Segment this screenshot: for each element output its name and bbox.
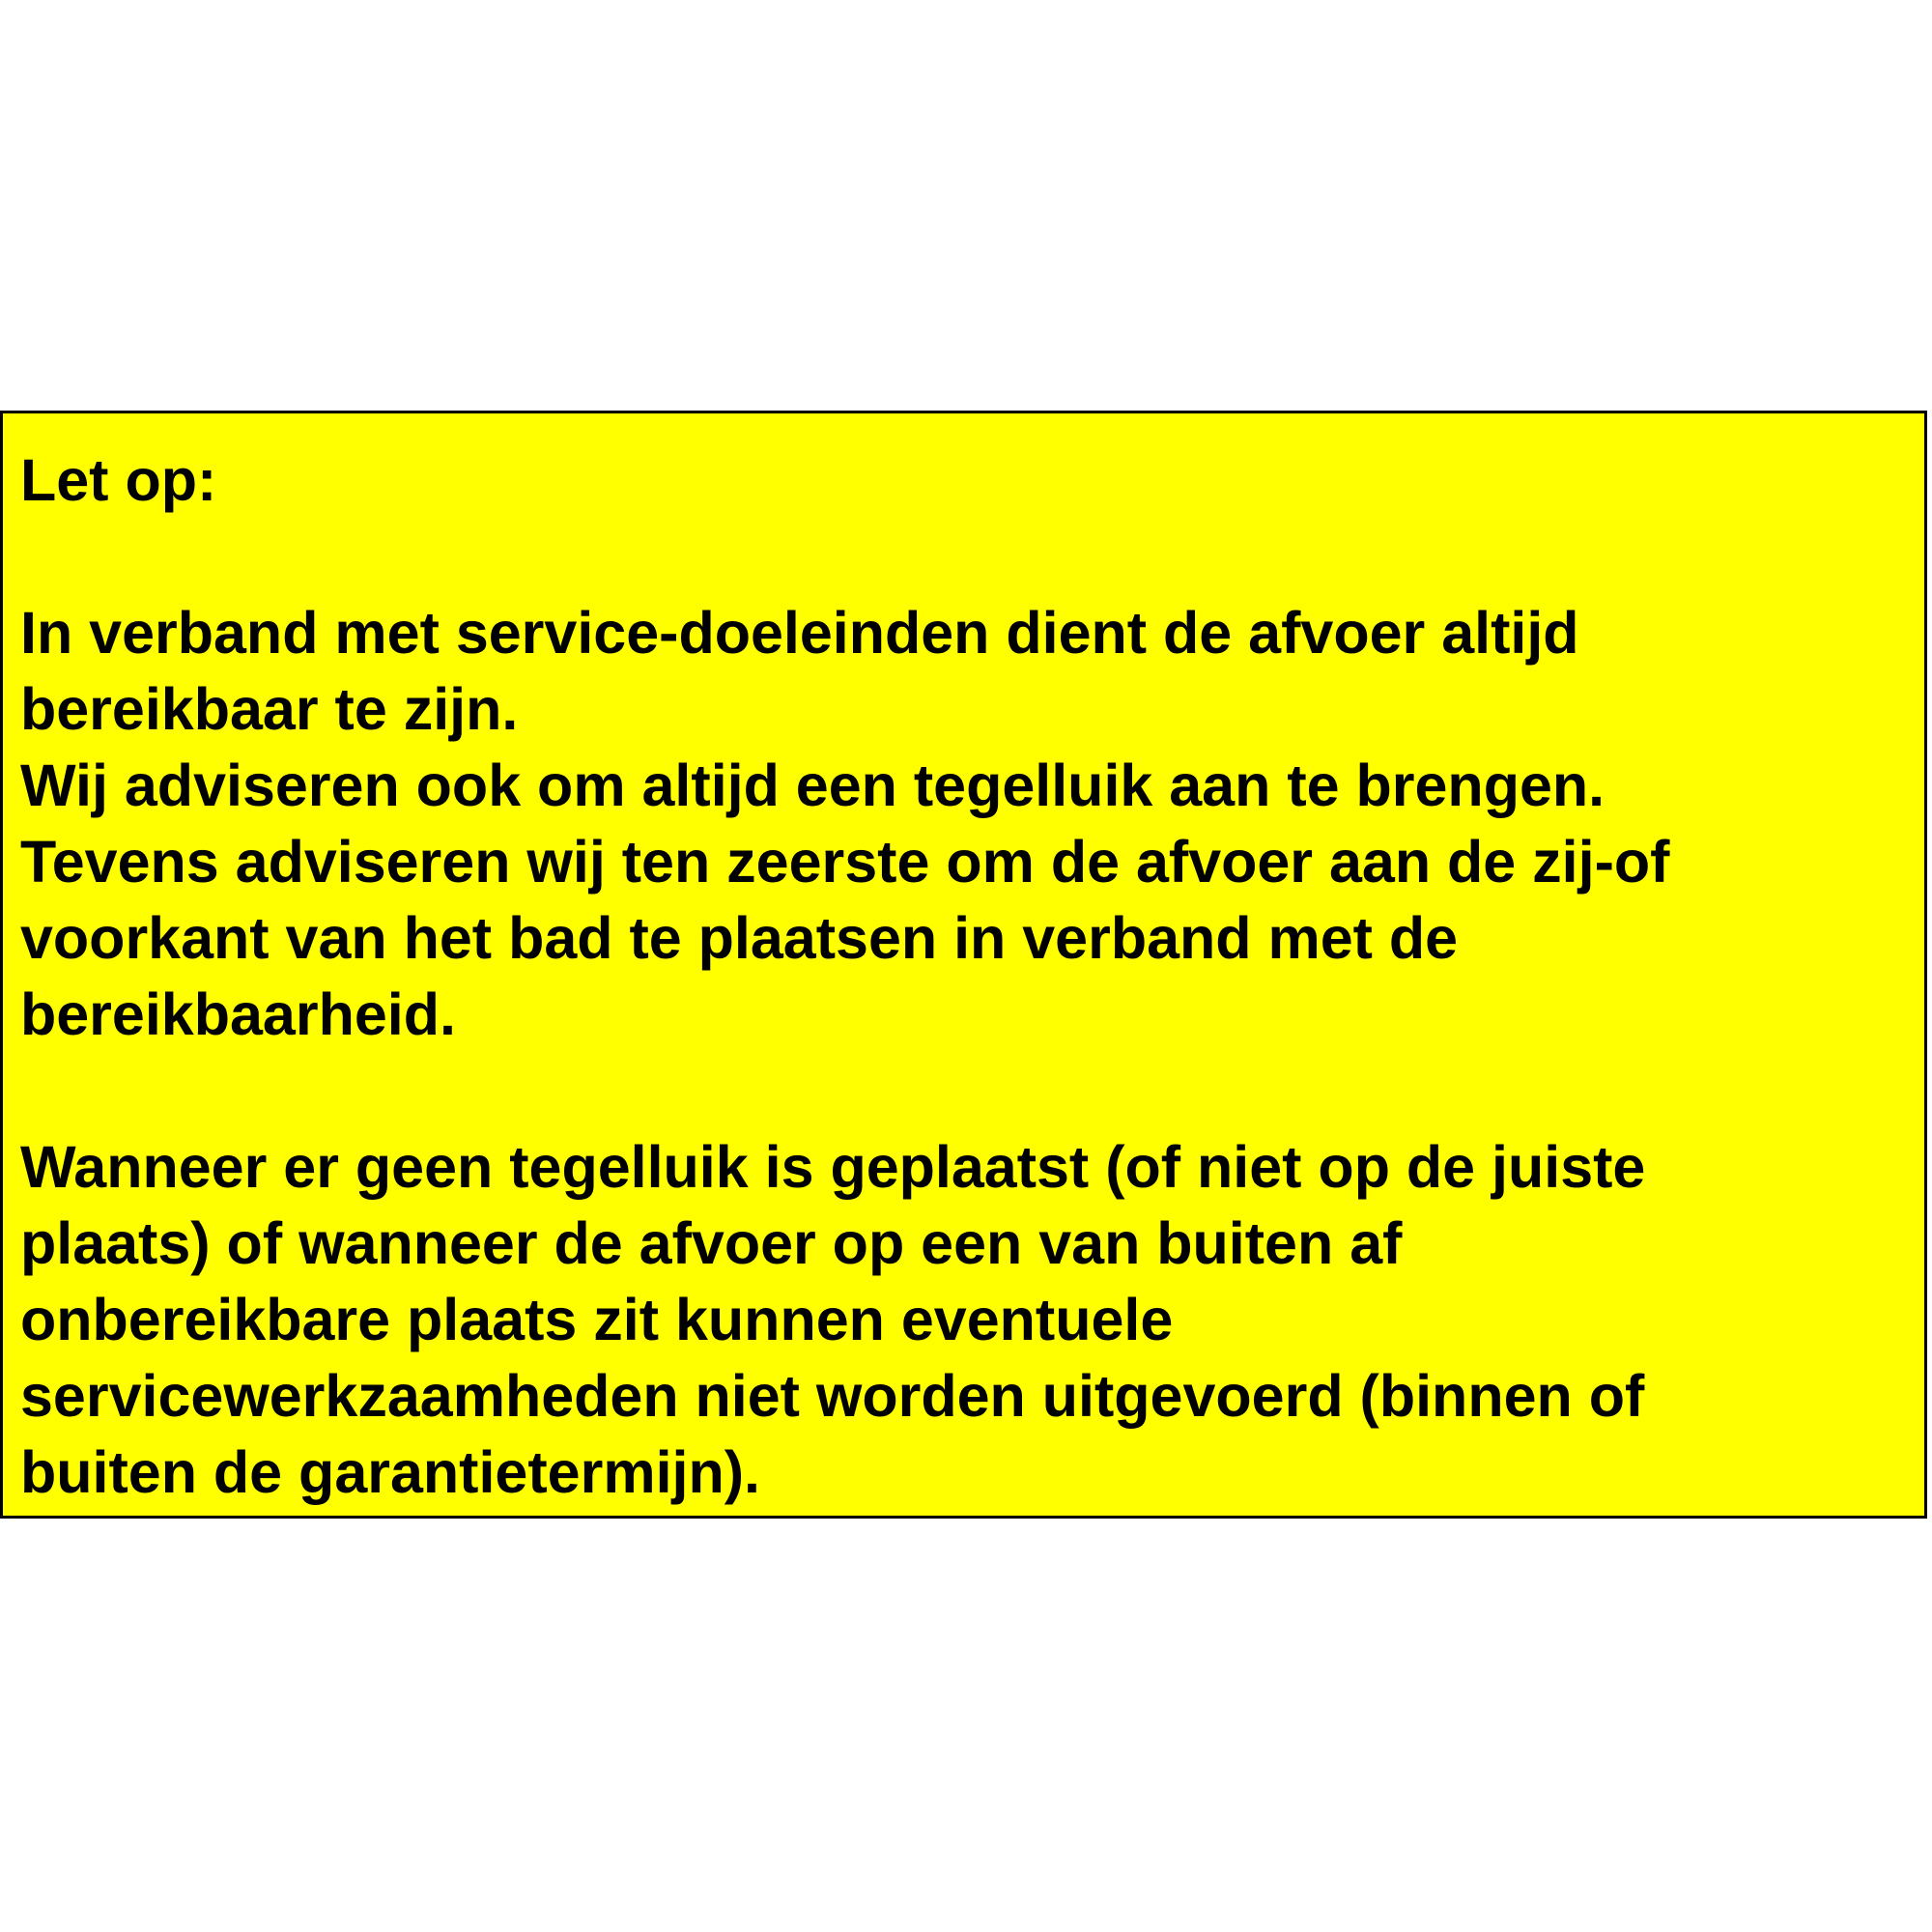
paragraph-line: bereikbaarheid. [20, 981, 456, 1047]
paragraph-line: buiten de garantietermijn). [20, 1439, 760, 1505]
notice-heading: Let op: [20, 447, 217, 513]
notice-paragraph-1 [20, 595, 1907, 1053]
paragraph-line: In verband met service-doeleinden dient de afvoer altijd [20, 600, 1579, 666]
paragraph-line: voorkant van het bad te plaatsen in verband met de [20, 905, 1459, 971]
notice-box [0, 411, 1927, 1519]
paragraph-line: plaats) of wanneer de afvoer op een van buiten af [20, 1210, 1403, 1276]
paragraph-line: onbereikbare plaats zit kunnen eventuele [20, 1287, 1174, 1352]
paragraph-line: bereikbaar te zijn. [20, 676, 519, 742]
spacer [20, 519, 1907, 595]
spacer [20, 1053, 1907, 1129]
paragraph-line: servicewerkzaamheden niet worden uitgevoerd (binnen of [20, 1363, 1645, 1429]
paragraph-line: Wanneer er geen tegelluik is geplaatst (of niet op de juiste [20, 1134, 1646, 1200]
paragraph-line: Tevens adviseren wij ten zeerste om de afvoer aan de zij-of [20, 829, 1670, 895]
notice-paragraph-2 [20, 1129, 1907, 1511]
paragraph-line: Wij adviseren ook om altijd een tegelluik aan te brengen. [20, 753, 1605, 818]
